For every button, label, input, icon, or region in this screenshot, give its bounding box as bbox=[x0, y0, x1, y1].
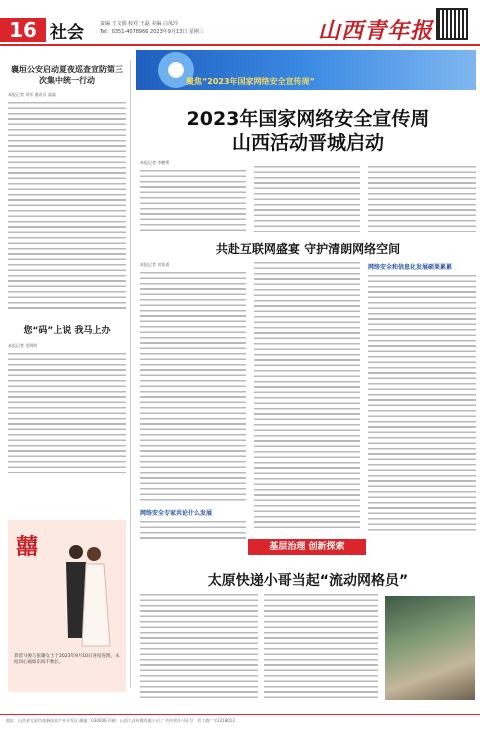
footer-info: 地址：山西省太原市高新技术产业开发区 邮编：030006 印刷：山西大众传媒有限公司 广告经营许可证号：晋工商广字2218012 bbox=[6, 718, 235, 723]
column-divider bbox=[130, 60, 131, 688]
left-column bbox=[8, 64, 126, 473]
second-col-1 bbox=[140, 262, 246, 539]
second-byline: 本报记者 刘家道 bbox=[140, 262, 170, 267]
article1-title: 襄垣公安启动夏夜巡查宣防第三次集中统一行动 bbox=[11, 65, 123, 85]
feature-col1-body bbox=[140, 594, 258, 702]
second-col1-body bbox=[140, 272, 246, 504]
ad-title: 囍 bbox=[16, 534, 39, 560]
article2-byline: 本报记者 毛明明 bbox=[8, 343, 38, 348]
wedding-ad bbox=[8, 520, 126, 692]
section-name: 社会 bbox=[50, 23, 84, 43]
couple-illustration bbox=[58, 538, 112, 650]
masthead-logo: 山西青年报 bbox=[318, 18, 434, 44]
lead-col2-body bbox=[254, 166, 360, 232]
article1-byline: 本报记者 刘军 通讯员 高磊 bbox=[8, 92, 56, 97]
header-rule bbox=[0, 44, 480, 46]
lead-col3-body bbox=[368, 166, 476, 232]
side-heading-2: 网络安全专家共论什么发展 bbox=[140, 510, 213, 517]
lead-col1-body bbox=[140, 170, 246, 232]
courier-photo bbox=[385, 596, 475, 700]
lead-byline: 本报记者 李鹏霄 bbox=[140, 160, 170, 165]
main-title-line2: 山西活动晋城启动 bbox=[231, 132, 384, 154]
banner-text: 聚焦“2023年国家网络安全宣传周” bbox=[186, 77, 315, 86]
page-header bbox=[0, 0, 480, 44]
footer-rule bbox=[0, 714, 480, 715]
date-line: Tel：0351-4078966 2023年9月13日 星期三 bbox=[100, 29, 204, 35]
second-col1-tail bbox=[140, 521, 246, 539]
qr-code-icon bbox=[436, 8, 468, 40]
editors-line: 责编 王文娟 校对 王磊 美编 白凤玲 bbox=[100, 21, 178, 27]
article2-body bbox=[8, 353, 126, 473]
side-heading-1: 网络安全和信息化发展硕果累累 bbox=[368, 264, 453, 271]
article1-body bbox=[8, 102, 126, 312]
feature-col2-body bbox=[264, 594, 378, 702]
feature-tag: 基层治理 创新探索 bbox=[248, 539, 366, 555]
article2-title: 您“码”上说 我马上办 bbox=[23, 326, 111, 336]
second-col-3 bbox=[368, 262, 476, 533]
second-col2-body bbox=[254, 262, 360, 530]
lead-col-1 bbox=[140, 160, 246, 232]
section-subtitle: 共赴互联网盛宴 守护清朗网络空间 bbox=[215, 242, 401, 256]
ad-caption: 恭贺马俊与张璐女士于2023年9月10日喜结连理，永结同心福如东海千秋长。 bbox=[14, 654, 120, 665]
main-title-line1: 2023年国家网络安全宣传周 bbox=[186, 108, 430, 130]
topic-banner bbox=[136, 50, 476, 90]
second-col3-body bbox=[368, 275, 476, 533]
feature-title: 太原快递小哥当起“流动网格员” bbox=[207, 573, 409, 589]
page-number: 16 bbox=[0, 18, 46, 42]
